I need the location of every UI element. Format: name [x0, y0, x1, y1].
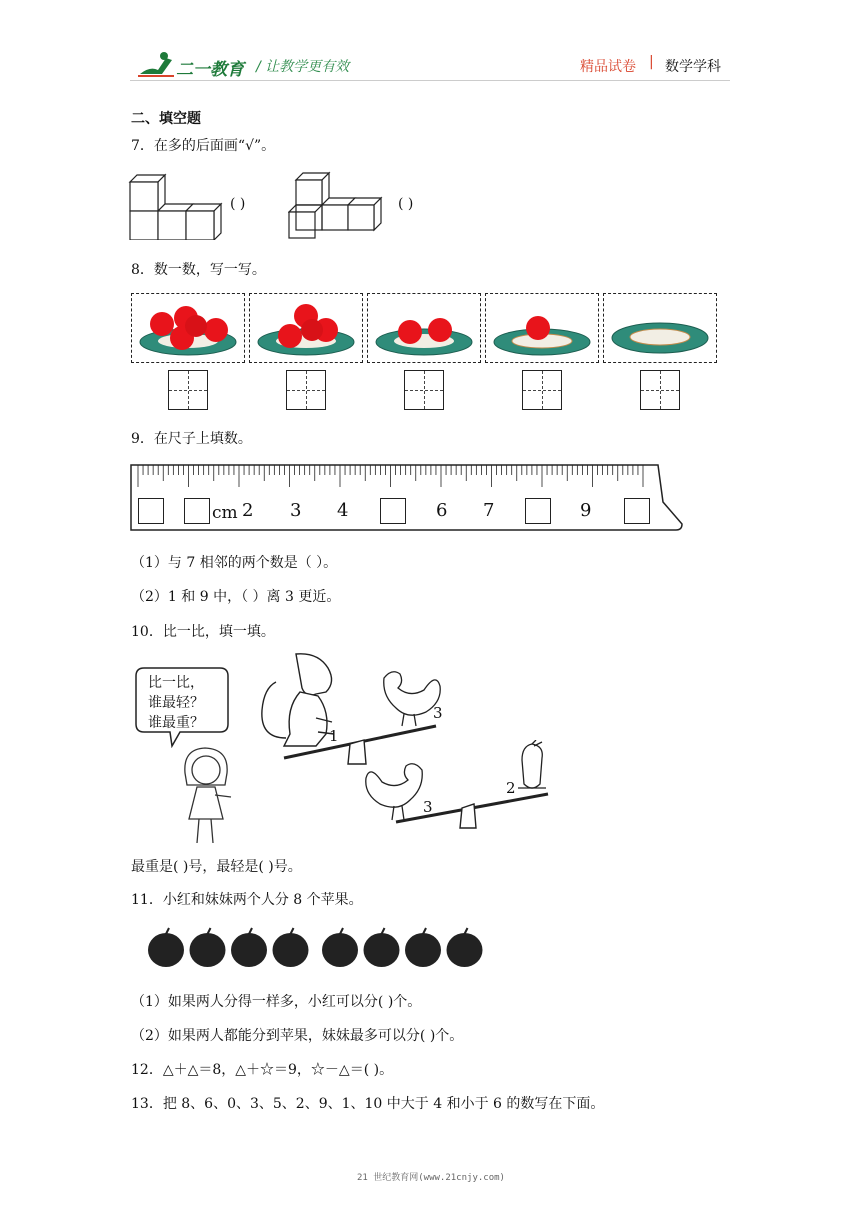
brand-slogan: / 让教学更有效 [256, 59, 350, 75]
ruler-answer-box[interactable] [624, 498, 650, 524]
logo-icon [136, 48, 176, 80]
q9-sub2: （2）1 和 9 中，（ ）离 3 更近。 [131, 589, 341, 605]
q7-cube-figure-b [288, 170, 386, 240]
header-separator: | [649, 54, 654, 70]
q12-text: 12．△＋△＝8，△＋☆＝9，☆－△＝( )。 [131, 1062, 394, 1078]
ruler-answer-box[interactable] [138, 498, 164, 524]
q8-answer-box[interactable] [286, 370, 326, 410]
apple-icon [148, 933, 184, 967]
apple-icon [273, 933, 309, 967]
q11-text: 11．小红和妹妹两个人分 8 个苹果。 [131, 892, 363, 908]
ruler-number: 4 [337, 500, 349, 521]
apple-icon [231, 933, 267, 967]
q7-paren-b[interactable]: ( ) [398, 196, 414, 212]
q10-text: 10．比一比，填一填。 [131, 624, 275, 640]
plate-box [131, 293, 245, 363]
ruler-number: 7 [483, 500, 495, 521]
bubble-line: 比一比， [148, 675, 204, 691]
ruler-number: 2 [242, 500, 254, 521]
weight-label: 1 [329, 727, 339, 745]
parrot-icon [512, 740, 552, 798]
section-title: 二、填空题 [131, 111, 201, 127]
q9-sub1: （1）与 7 相邻的两个数是（ ）。 [131, 555, 338, 571]
bubble-line: 谁最轻？ [148, 695, 204, 711]
plate-with-apple-icon [486, 294, 598, 362]
ruler-answer-box[interactable] [525, 498, 551, 524]
apple-icon [190, 933, 226, 967]
q9-text: 9．在尺子上填数。 [131, 431, 252, 447]
ruler-number: 3 [290, 500, 302, 521]
apple-icon [405, 933, 441, 967]
apple-stem [208, 928, 211, 934]
bubble-line: 谁最重？ [148, 715, 204, 731]
header-divider [130, 80, 730, 81]
brand-name: 二一教育 [176, 60, 244, 80]
q7-text: 7．在多的后面画“√”。 [131, 138, 276, 154]
q8-answer-box[interactable] [404, 370, 444, 410]
apple-stem [382, 928, 385, 934]
plate-box [603, 293, 717, 363]
plate-with-apples-icon [368, 294, 480, 362]
q8-answer-box[interactable] [640, 370, 680, 410]
q11-sub2: （2）如果两人都能分到苹果，妹妹最多可以分( )个。 [131, 1028, 464, 1044]
apple-icon [322, 933, 358, 967]
header-label-quality: 精品试卷 [580, 59, 636, 75]
q8-text: 8．数一数，写一写。 [131, 262, 266, 278]
apple-row [146, 926, 486, 970]
header [0, 0, 860, 90]
apple-stem [291, 928, 294, 934]
apple-stem [249, 928, 252, 934]
apple-stem [423, 928, 426, 934]
q8-answer-box[interactable] [522, 370, 562, 410]
plate-box [367, 293, 481, 363]
plate-box [485, 293, 599, 363]
ruler-answer-box[interactable] [380, 498, 406, 524]
ruler-number: 9 [580, 500, 592, 521]
apple-stem [340, 928, 343, 934]
girl-icon [175, 745, 240, 845]
plate-box [249, 293, 363, 363]
apple-stem [465, 928, 468, 934]
empty-plate-icon [604, 294, 716, 362]
weight-label: 2 [506, 779, 516, 797]
ruler-answer-box[interactable] [184, 498, 210, 524]
q7-cube-figure-a [128, 172, 223, 240]
header-label-subject: 数学学科 [665, 59, 721, 75]
q7-paren-a[interactable]: ( ) [230, 196, 246, 212]
ruler-unit: cm [212, 503, 238, 523]
weight-label: 3 [423, 798, 433, 816]
apple-stem [166, 928, 169, 934]
apple-icon [447, 933, 483, 967]
plate-with-apples-icon [250, 294, 362, 362]
q10-answer: 最重是( )号，最轻是( )号。 [131, 859, 302, 875]
footer: 21 世纪教育网(www.21cnjy.com) [357, 1173, 505, 1183]
ruler-number: 6 [436, 500, 448, 521]
apple-icon [364, 933, 400, 967]
q11-sub1: （1）如果两人分得一样多，小红可以分( )个。 [131, 994, 422, 1010]
weight-label: 3 [433, 704, 443, 722]
plate-with-apples-icon [132, 294, 244, 362]
q13-text: 13．把 8、6、0、3、5、2、9、1、10 中大于 4 和小于 6 的数写在下面。 [131, 1096, 605, 1112]
q8-answer-box[interactable] [168, 370, 208, 410]
